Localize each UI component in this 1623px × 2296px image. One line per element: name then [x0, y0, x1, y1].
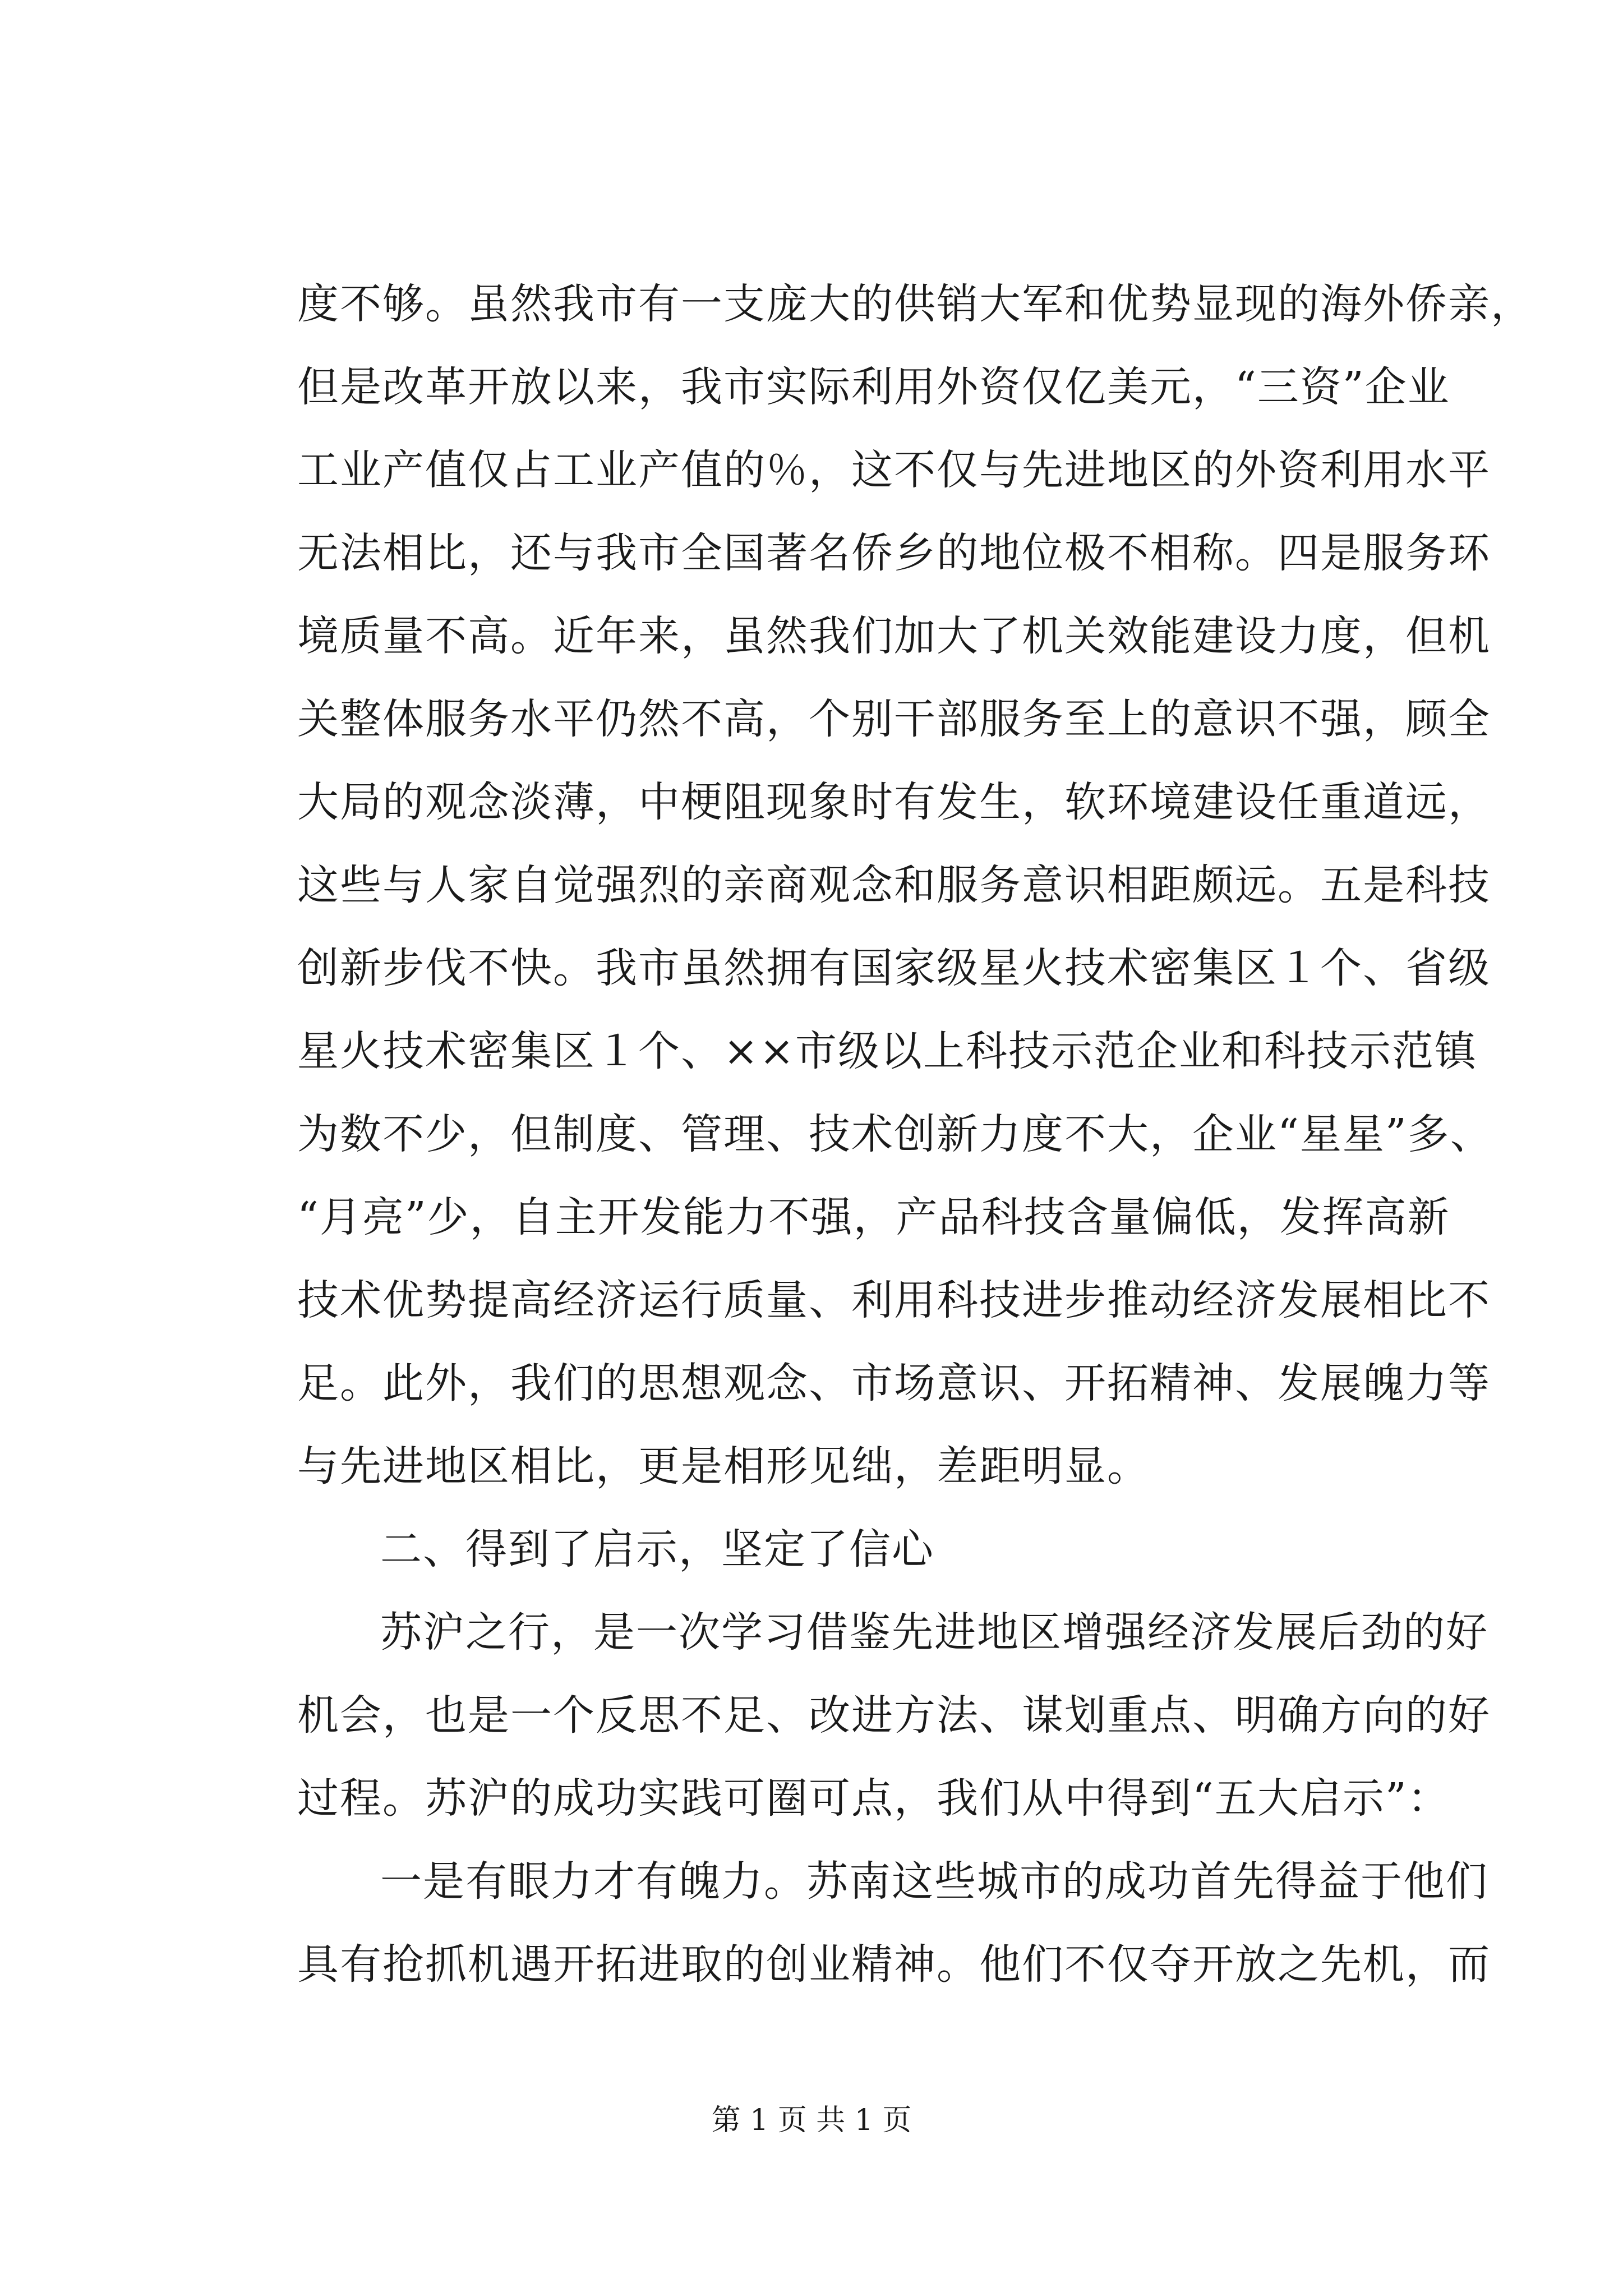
text-line: 一是有眼力才有魄力。苏南这些城市的成功首先得益于他们: [380, 1857, 1488, 1906]
text-line: 与先进地区相比，更是相形见绌，差距明显。: [297, 1442, 1150, 1490]
text-line: 这些与人家自觉强烈的亲商观念和服务意识相距颇远。五是科技: [297, 861, 1491, 909]
document-body: [297, 263, 1533, 2006]
text-line: 过程。苏沪的成功实践可圈可点，我们从中得到“五大启示”：: [297, 1774, 1450, 1823]
text-line: 但是改革开放以来，我市实际利用外资仅亿美元，“三资”企业: [297, 363, 1450, 411]
text-line: 无法相比，还与我市全国著名侨乡的地位极不相称。四是服务环: [297, 529, 1491, 577]
text-line: 工业产值仅占工业产值的％，这不仅与先进地区的外资利用水平: [297, 446, 1491, 494]
text-line: 具有抢抓机遇开拓进取的创业精神。他们不仅夺开放之先机，而: [297, 1940, 1491, 1989]
text-line: 技术优势提高经济运行质量、利用科技进步推动经济发展相比不: [297, 1276, 1491, 1324]
text-line: 足。此外，我们的思想观念、市场意识、开拓精神、发展魄力等: [297, 1359, 1491, 1407]
text-line: 度不够。虽然我市有一支庞大的供销大军和优势显现的海外侨亲，: [297, 280, 1533, 328]
text-line: 关整体服务水平仍然不高，个别干部服务至上的意识不强，顾全: [297, 695, 1491, 743]
text-line: 机会，也是一个反思不足、改进方法、谋划重点、明确方向的好: [297, 1691, 1491, 1740]
text-line: 星火技术密集区１个、××市级以上科技示范企业和科技示范镇: [297, 1027, 1478, 1075]
text-line: 苏沪之行，是一次学习借鉴先进地区增强经济发展后劲的好: [380, 1608, 1488, 1657]
text-line: “月亮”少，自主开发能力不强，产品科技含量偏低，发挥高新: [297, 1193, 1450, 1241]
text-line: 为数不少，但制度、管理、技术创新力度不大，企业“星星”多、: [297, 1110, 1493, 1158]
section-heading: 二、得到了启示，坚定了信心: [380, 1525, 934, 1573]
page-footer: 第 1 页 共 1 页: [711, 2104, 912, 2137]
text-line: 境质量不高。近年来，虽然我们加大了机关效能建设力度，但机: [297, 612, 1491, 660]
text-line: 大局的观念淡薄，中梗阻现象时有发生，软环境建设任重道远，: [297, 778, 1491, 826]
text-line: 创新步伐不快。我市虽然拥有国家级星火技术密集区１个、省级: [297, 944, 1491, 992]
